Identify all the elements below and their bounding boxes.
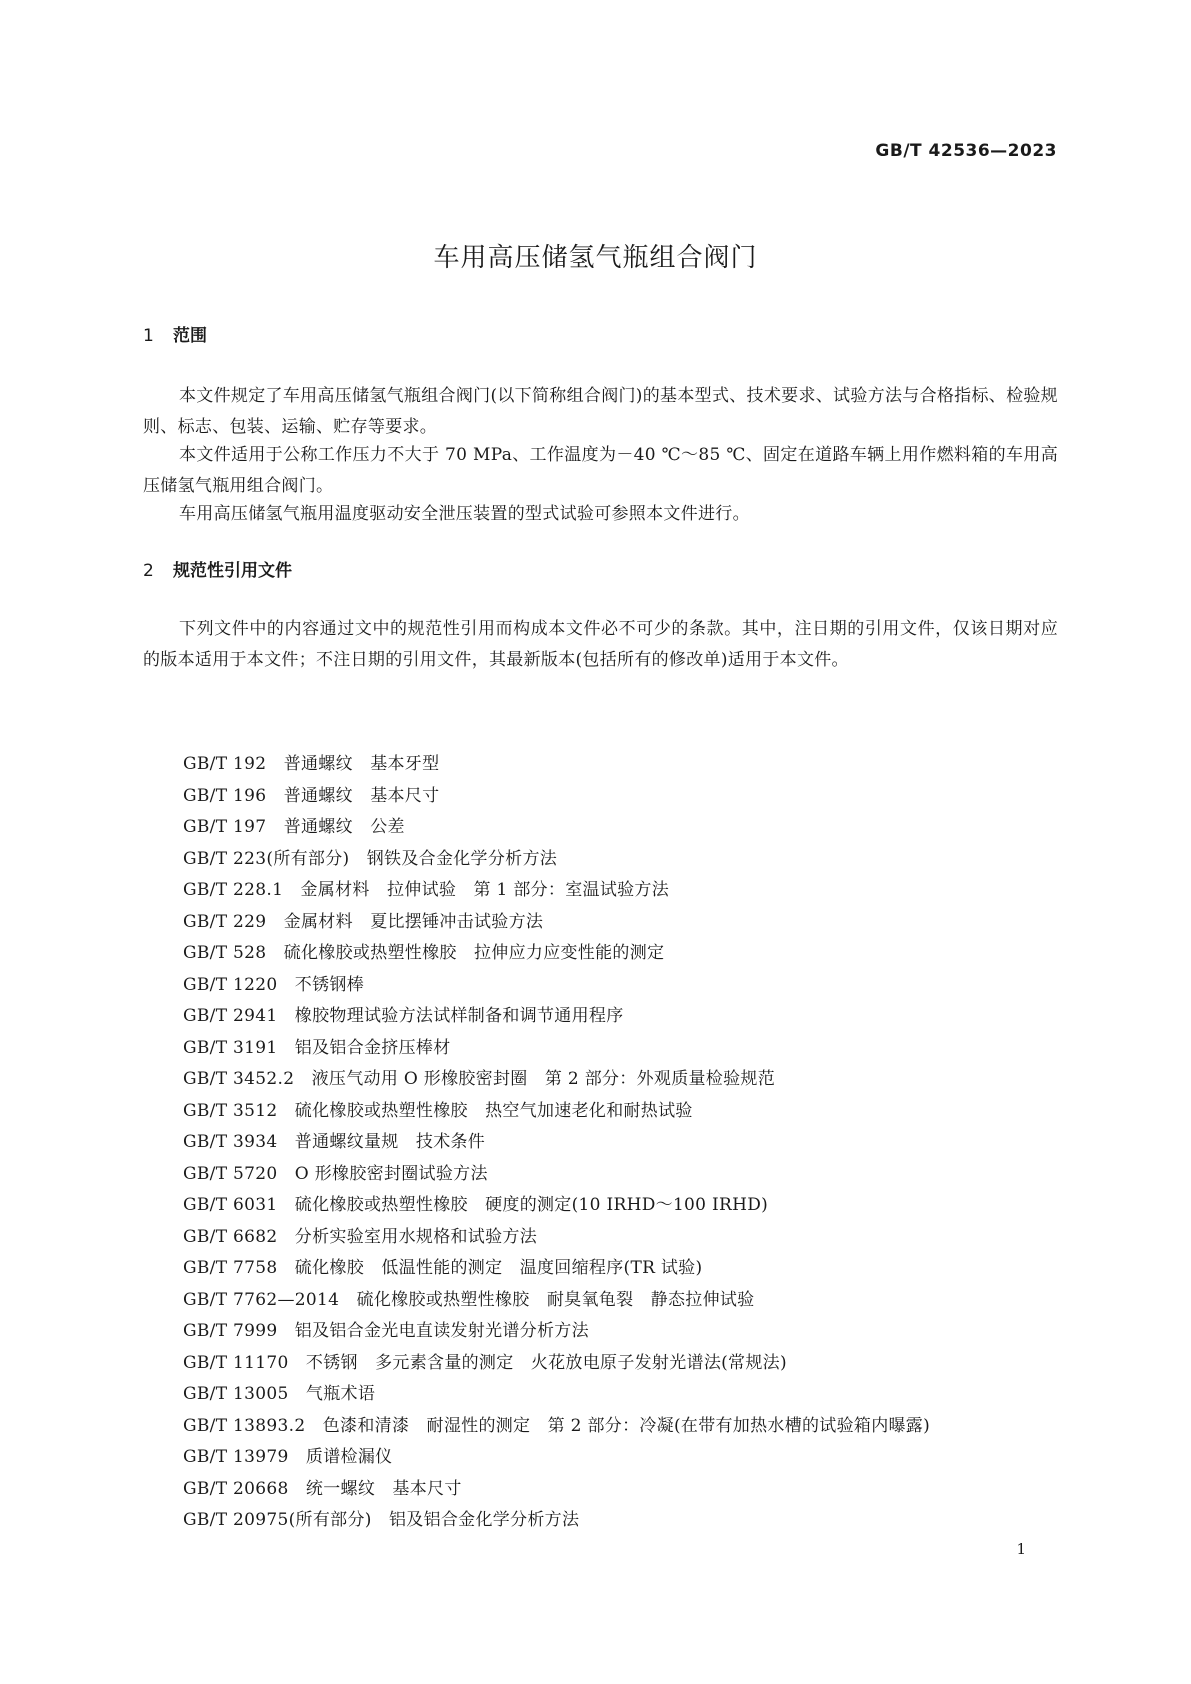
reference-item: GB/T 528 硫化橡胶或热塑性橡胶 拉伸应力应变性能的测定 <box>183 943 665 963</box>
reference-item: GB/T 3934 普通螺纹量规 技术条件 <box>183 1132 486 1152</box>
page-number: 1 <box>1016 1540 1026 1558</box>
reference-item: GB/T 13005 气瓶术语 <box>183 1384 376 1404</box>
reference-item: GB/T 229 金属材料 夏比摆锤冲击试验方法 <box>183 911 544 932</box>
reference-item: GB/T 3191 铝及铝合金挤压棒材 <box>183 1037 451 1058</box>
reference-item: GB/T 6031 硫化橡胶或热塑性橡胶 硬度的测定(10 IRHD～100 IRHD) <box>183 1195 769 1215</box>
reference-item: GB/T 197 普通螺纹 公差 <box>183 817 405 837</box>
section-title: 规范性引用文件 <box>173 561 292 581</box>
reference-item: GB/T 7758 硫化橡胶 低温性能的测定 温度回缩程序(TR 试验) <box>183 1258 703 1278</box>
reference-item: GB/T 7999 铝及铝合金光电直读发射光谱分析方法 <box>183 1321 589 1341</box>
references-intro-paragraph: 下列文件中的内容通过文中的规范性引用而构成本文件必不可少的条款。其中，注日期的引用文件，仅该日期对应的版本适用于本文件；不注日期的引用文件，其最新版本(包括所有的修改单)适用于本文件。 <box>143 619 1058 670</box>
section-heading-scope <box>143 325 207 347</box>
reference-item: GB/T 20668 统一螺纹 基本尺寸 <box>183 1478 462 1499</box>
reference-item: GB/T 1220 不锈钢棒 <box>183 974 365 995</box>
reference-item: GB/T 3452.2 液压气动用 O 形橡胶密封圈 第 2 部分：外观质量检验规范 <box>183 1069 775 1089</box>
scope-paragraph-1: 本文件规定了车用高压储氢气瓶组合阀门(以下简称组合阀门)的基本型式、技术要求、试验方法与合格指标、检验规则、标志、包装、运输、贮存等要求。 <box>143 386 1058 437</box>
reference-item: GB/T 7762—2014 硫化橡胶或热塑性橡胶 耐臭氧龟裂 静态拉伸试验 <box>183 1289 755 1310</box>
reference-item: GB/T 5720 O 形橡胶密封圈试验方法 <box>183 1163 488 1184</box>
reference-item: GB/T 11170 不锈钢 多元素含量的测定 火花放电原子发射光谱法(常规法) <box>183 1352 787 1373</box>
reference-item: GB/T 192 普通螺纹 基本牙型 <box>183 754 440 774</box>
section-number: 2 <box>143 561 154 581</box>
reference-item: GB/T 20975(所有部分) 铝及铝合金化学分析方法 <box>183 1510 580 1530</box>
scope-paragraph-3: 车用高压储氢气瓶用温度驱动安全泄压装置的型式试验可参照本文件进行。 <box>179 504 750 524</box>
section-number: 1 <box>143 326 154 346</box>
reference-item: GB/T 3512 硫化橡胶或热塑性橡胶 热空气加速老化和耐热试验 <box>183 1100 693 1121</box>
reference-item: GB/T 196 普通螺纹 基本尺寸 <box>183 785 440 806</box>
section-heading-normative-references <box>143 560 292 582</box>
reference-list <box>183 749 930 1537</box>
reference-item: GB/T 6682 分析实验室用水规格和试验方法 <box>183 1226 538 1247</box>
reference-item: GB/T 223(所有部分) 钢铁及合金化学分析方法 <box>183 848 558 869</box>
reference-item: GB/T 13979 质谱检漏仪 <box>183 1447 393 1467</box>
standard-code: GB/T 42536—2023 <box>875 141 1057 161</box>
document-title: 车用高压储氢气瓶组合阀门 <box>433 243 758 273</box>
reference-item: GB/T 2941 橡胶物理试验方法试样制备和调节通用程序 <box>183 1006 624 1026</box>
section-title: 范围 <box>173 326 207 346</box>
reference-item: GB/T 13893.2 色漆和清漆 耐湿性的测定 第 2 部分：冷凝(在带有加热水槽的试验箱内曝露) <box>183 1415 931 1436</box>
reference-item: GB/T 228.1 金属材料 拉伸试验 第 1 部分：室温试验方法 <box>183 880 670 900</box>
scope-paragraph-2: 本文件适用于公称工作压力不大于 70 MPa、工作温度为－40 ℃～85 ℃、固定在道路车辆上用作燃料箱的车用高压储氢气瓶用组合阀门。 <box>143 445 1058 496</box>
